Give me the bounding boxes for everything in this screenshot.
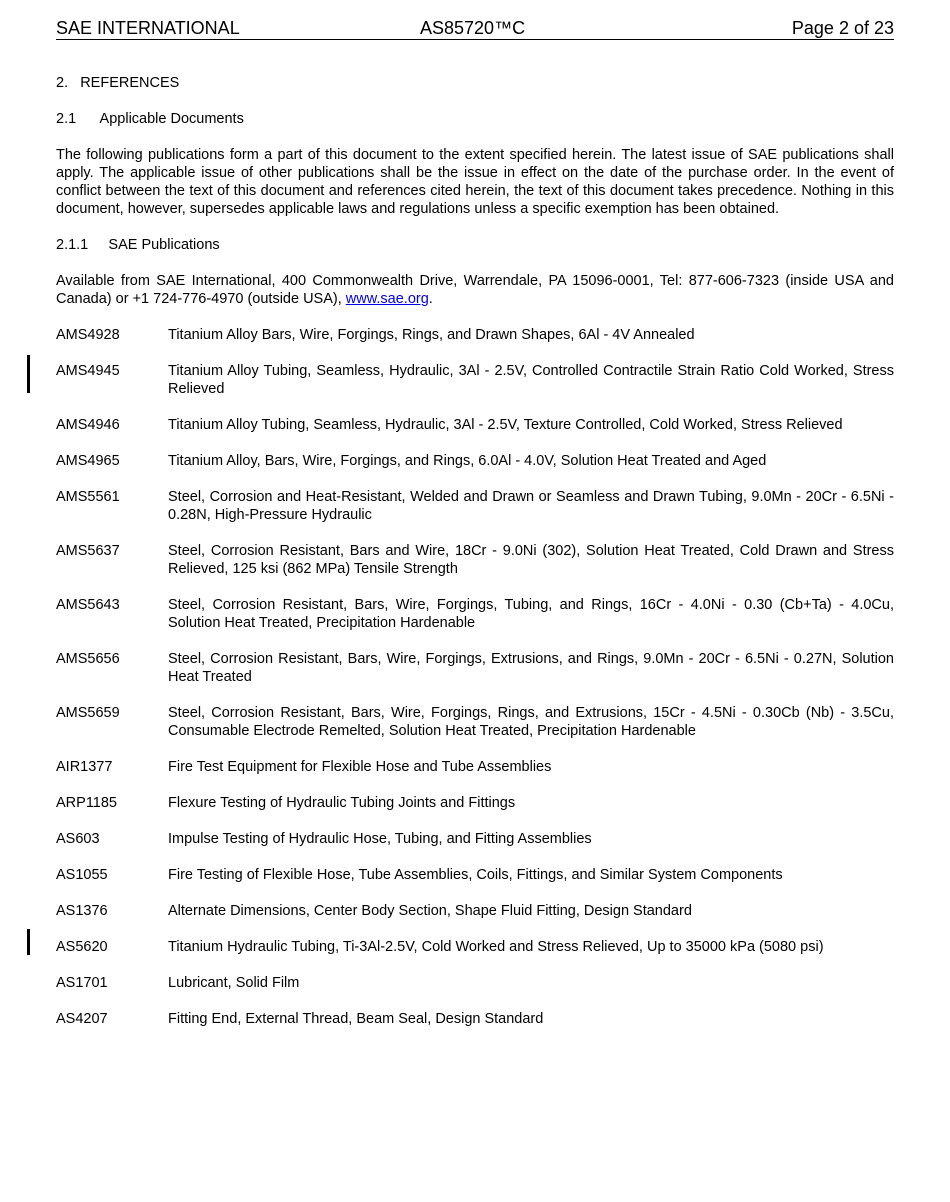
reference-code: AMS4946	[56, 417, 120, 433]
section-heading-sae-publications	[56, 236, 894, 254]
availability-text: Available from SAE International, 400 Commonwealth Drive, Warrendale, PA 15096-0001, Tel: 877-606-7323 (inside USA and Canada) or +1 724-776-4970 (outside USA),	[56, 273, 894, 307]
section-heading-applicable-documents	[56, 110, 894, 128]
reference-item	[56, 488, 894, 524]
reference-title: Titanium Alloy Bars, Wire, Forgings, Rings, and Drawn Shapes, 6Al - 4V Annealed	[168, 327, 695, 343]
header-publisher: SAE INTERNATIONAL	[56, 18, 240, 38]
reference-code: AS1055	[56, 867, 108, 883]
reference-code: ARP1185	[56, 795, 117, 811]
reference-code: AS603	[56, 831, 100, 847]
reference-title: Alternate Dimensions, Center Body Section, Shape Fluid Fitting, Design Standard	[168, 903, 692, 919]
reference-title: Fire Testing of Flexible Hose, Tube Assemblies, Coils, Fittings, and Similar System Components	[168, 867, 783, 883]
change-bar	[27, 355, 30, 393]
section-title: Applicable Documents	[99, 111, 244, 127]
section-number: 2.1	[56, 111, 77, 127]
reference-code: AMS5637	[56, 543, 120, 559]
reference-code: AMS5643	[56, 597, 120, 613]
change-bar	[27, 929, 30, 955]
reference-title: Fire Test Equipment for Flexible Hose and Tube Assemblies	[168, 759, 552, 775]
reference-title: Titanium Alloy Tubing, Seamless, Hydraulic, 3Al - 2.5V, Texture Controlled, Cold Worked, Stress Relieved	[168, 417, 843, 433]
reference-item	[56, 362, 894, 398]
reference-title: Steel, Corrosion Resistant, Bars, Wire, Forgings, Extrusions, and Rings, 9.0Mn - 20Cr - 6.5Ni - 0.27N, Solution Heat Treated	[168, 651, 894, 685]
reference-title: Steel, Corrosion Resistant, Bars and Wire, 18Cr - 9.0Ni (302), Solution Heat Treated, Cold Drawn and Stress Relieved, 125 ksi (862 MPa) Tensile Strength	[168, 543, 894, 577]
reference-item	[56, 650, 894, 686]
reference-item	[56, 866, 894, 884]
availability-paragraph	[56, 272, 894, 308]
reference-item	[56, 830, 894, 848]
reference-code: AS1701	[56, 975, 108, 991]
section-number: 2.	[56, 75, 69, 91]
reference-item	[56, 704, 894, 740]
reference-code: AMS4965	[56, 453, 120, 469]
reference-item	[56, 938, 894, 956]
reference-title: Flexure Testing of Hydraulic Tubing Joints and Fittings	[168, 795, 516, 811]
header-document-number: AS85720™C	[420, 18, 526, 38]
reference-code: AMS5656	[56, 651, 120, 667]
reference-title: Titanium Alloy, Bars, Wire, Forgings, and Rings, 6.0Al - 4.0V, Solution Heat Treated and Aged	[168, 453, 767, 469]
availability-end: .	[428, 291, 433, 307]
reference-code: AMS4928	[56, 327, 120, 343]
reference-item	[56, 794, 894, 812]
reference-item	[56, 596, 894, 632]
reference-title: Lubricant, Solid Film	[168, 975, 300, 991]
reference-title: Impulse Testing of Hydraulic Hose, Tubing, and Fitting Assemblies	[168, 831, 592, 847]
reference-item	[56, 452, 894, 470]
intro-paragraph: The following publications form a part of this document to the extent specified herein. The latest issue of SAE publications shall apply. The applicable issue of other publications shall be the issue in effect on the date of the purchase order. In the event of conflict between the text of this document and references cited herein, the text of this document takes precedence. Nothing in this document, however, supersedes applicable laws and regulations unless a specific exemption has been obtained.	[56, 147, 894, 217]
sae-website-link[interactable]: www.sae.org	[345, 291, 429, 307]
reference-code: AS4207	[56, 1011, 108, 1027]
reference-code: AMS5561	[56, 489, 120, 505]
section-heading-references	[56, 74, 894, 92]
reference-item	[56, 326, 894, 344]
reference-item	[56, 542, 894, 578]
section-title: REFERENCES	[80, 75, 180, 91]
reference-item	[56, 974, 894, 992]
reference-title: Titanium Alloy Tubing, Seamless, Hydraulic, 3Al - 2.5V, Controlled Contractile Strain Ratio Cold Worked, Stress Relieved	[168, 363, 894, 397]
reference-title: Fitting End, External Thread, Beam Seal, Design Standard	[168, 1011, 544, 1027]
reference-code: AS5620	[56, 939, 108, 955]
page-header	[56, 17, 894, 40]
reference-list	[56, 326, 894, 1028]
reference-title: Titanium Hydraulic Tubing, Ti-3Al-2.5V, Cold Worked and Stress Relieved, Up to 35000 kPa (5080 psi)	[168, 939, 824, 955]
reference-title: Steel, Corrosion Resistant, Bars, Wire, Forgings, Rings, and Extrusions, 15Cr - 4.5Ni - 0.30Cb (Nb) - 3.5Cu, Consumable Electrode Remelted, Solution Heat Treated, Precipitation Hardenable	[168, 705, 894, 739]
reference-title: Steel, Corrosion Resistant, Bars, Wire, Forgings, Tubing, and Rings, 16Cr - 4.0Ni - 0.30 (Cb+Ta) - 4.0Cu, Solution Heat Treated, Precipitation Hardenable	[168, 597, 894, 631]
reference-code: AIR1377	[56, 759, 113, 775]
header-page-number: Page 2 of 23	[791, 18, 894, 38]
reference-item	[56, 902, 894, 920]
document-body	[56, 74, 894, 1046]
reference-item	[56, 758, 894, 776]
section-title: SAE Publications	[108, 237, 220, 253]
reference-title: Steel, Corrosion and Heat-Resistant, Welded and Drawn or Seamless and Drawn Tubing, 9.0Mn - 20Cr - 6.5Ni - 0.28N, High-Pressure Hydraulic	[168, 489, 894, 523]
reference-code: AMS5659	[56, 705, 120, 721]
section-number: 2.1.1	[56, 237, 89, 253]
reference-item	[56, 1010, 894, 1028]
reference-code: AS1376	[56, 903, 108, 919]
reference-item	[56, 416, 894, 434]
reference-code: AMS4945	[56, 363, 120, 379]
